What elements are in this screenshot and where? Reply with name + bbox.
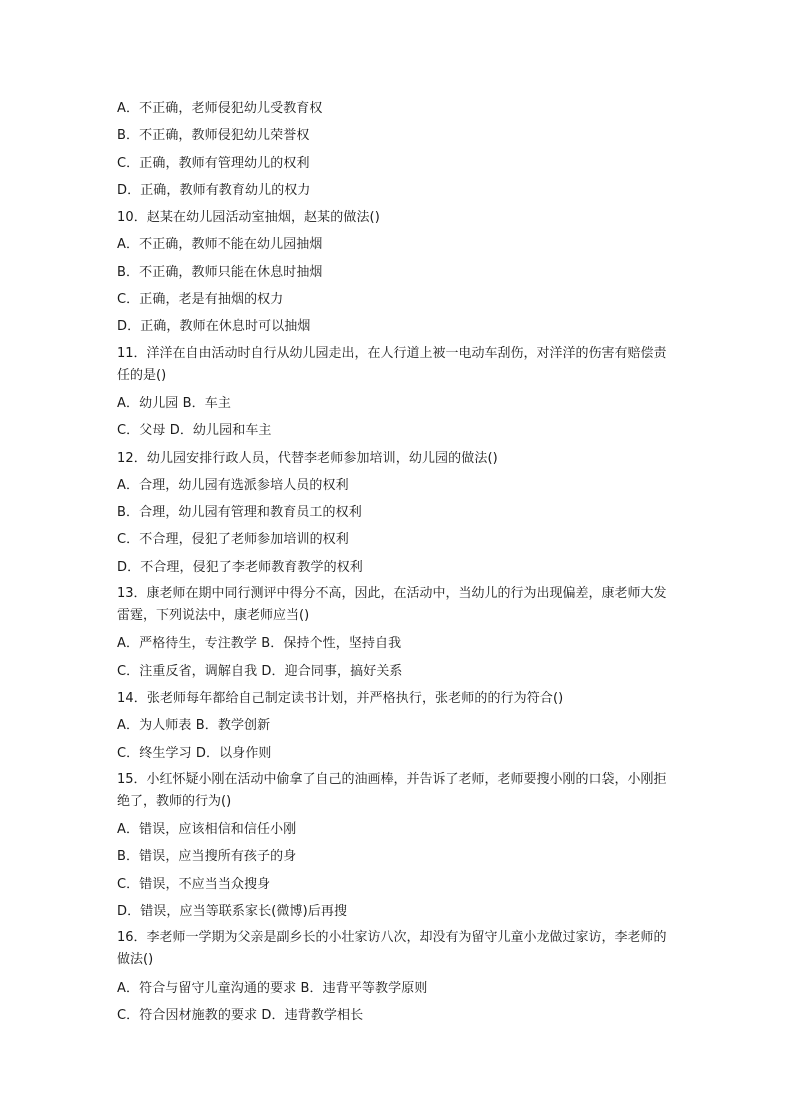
q12-option-d: D．不合理，侵犯了李老师教育教学的权利: [117, 559, 363, 575]
q10-option-b: B．不正确，教师只能在休息时抽烟: [117, 264, 323, 280]
q10-option-d: D．正确，教师在休息时可以抽烟: [117, 319, 311, 335]
q12-stem: 12．幼儿园安排行政人员，代替李老师参加培训，幼儿园的做法(): [117, 450, 498, 466]
q11-stem: 11．洋洋在自由活动时自行从幼儿园走出，在人行道上被一电动车刮伤，对洋洋的伤害有赔偿责任的是(): [117, 345, 667, 383]
q14-options-cd: C．终生学习 D．以身作则: [117, 745, 272, 761]
q15-option-a: A．错误，应该相信和信任小刚: [117, 822, 297, 838]
document-page: [117, 95, 677, 1029]
q15-stem: 15．小红怀疑小刚在活动中偷拿了自己的油画棒，并告诉了老师，老师要搜小刚的口袋，小刚拒绝了，教师的行为(): [117, 771, 667, 809]
q14-options-ab: A．为人师表 B．教学创新: [117, 718, 271, 734]
q9-option-a: A．不正确，老师侵犯幼儿受教育权: [117, 101, 323, 116]
q16-options-ab: A．符合与留守儿童沟通的要求 B．违背平等教学原则: [117, 980, 428, 996]
q16-options-cd: C．符合因材施教的要求 D．违背教学相长: [117, 1007, 364, 1023]
q11-options-cd: C．父母 D．幼儿园和车主: [117, 423, 272, 439]
q13-options-cd: C．注重反省，调解自我 D．迎合同事，搞好关系: [117, 663, 403, 679]
q12-option-b: B．合理，幼儿园有管理和教育员工的权利: [117, 505, 362, 521]
q10-option-c: C．正确，老是有抽烟的权力: [117, 292, 284, 308]
q14-stem: 14．张老师每年都给自己制定读书计划，并严格执行，张老师的的行为符合(): [117, 690, 564, 706]
q15-option-d: D．错误，应当等联系家长(微博)后再搜: [117, 904, 348, 920]
q13-stem: 13．康老师在期中同行测评中得分不高，因此，在活动中，当幼儿的行为出现偏差，康老师大发雷霆，下列说法中，康老师应当(): [117, 586, 667, 624]
q12-option-a: A．合理，幼儿园有选派参培人员的权利: [117, 477, 349, 493]
q13-options-ab: A．严格待生，专注教学 B．保持个性，坚持自我: [117, 636, 402, 652]
q9-option-b: B．不正确，教师侵犯幼儿荣誉权: [117, 128, 310, 144]
q9-option-c: C．正确，教师有管理幼儿的权利: [117, 155, 310, 171]
q12-option-c: C．不合理，侵犯了老师参加培训的权利: [117, 532, 349, 548]
q10-stem: 10．赵某在幼儿园活动室抽烟，赵某的做法(): [117, 210, 380, 226]
q10-option-a: A．不正确，教师不能在幼儿园抽烟: [117, 237, 323, 253]
q15-option-b: B．错误，应当搜所有孩子的身: [117, 849, 297, 865]
q11-options-ab: A．幼儿园 B．车主: [117, 395, 231, 411]
q9-option-d: D．正确，教师有教育幼儿的权力: [117, 182, 311, 198]
q15-option-c: C．错误，不应当当众搜身: [117, 876, 271, 892]
q16-stem: 16．李老师一学期为父亲是副乡长的小壮家访八次，却没有为留守儿童小龙做过家访，李老师的做法(): [117, 930, 667, 968]
